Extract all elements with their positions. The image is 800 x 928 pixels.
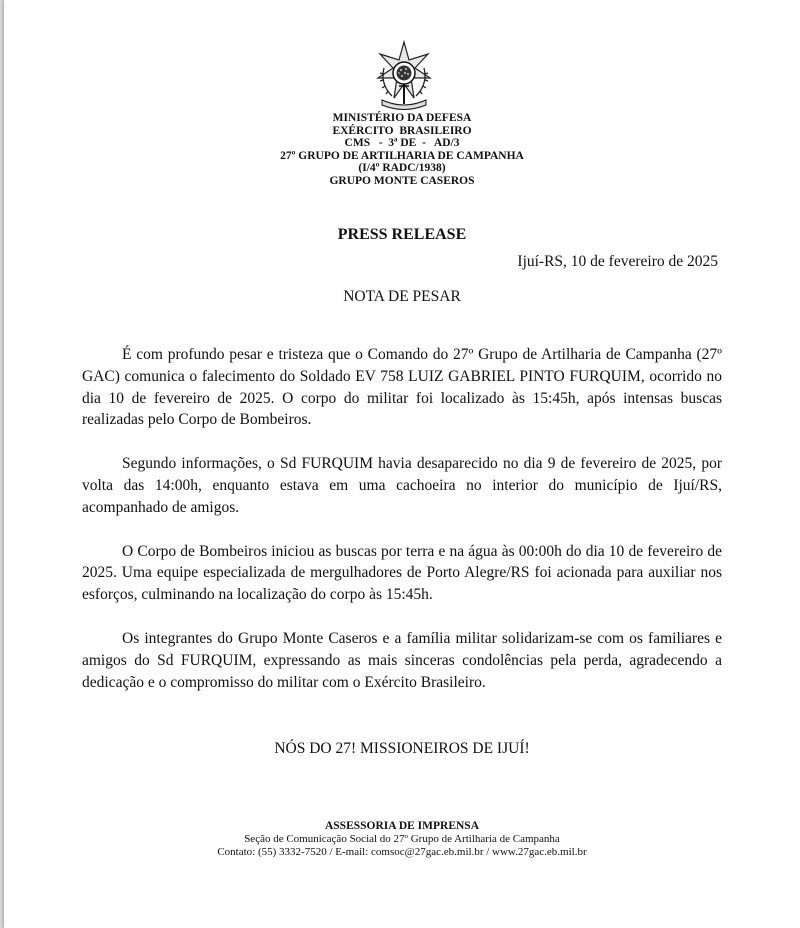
letterhead-line: 27º GRUPO DE ARTILHARIA DE CAMPANHA xyxy=(280,149,524,162)
body-paragraph: Os integrantes do Grupo Monte Caseros e a família militar solidarizam-se com os familiares e amigos do Sd FURQUIM, expressando as mais sinceras condolências pela perda, agradecendo a dedicação e o compromisso do militar com o Exército Brasileiro. xyxy=(82,629,722,691)
body-text xyxy=(82,344,722,715)
letterhead-line: EXÉRCITO BRASILEIRO xyxy=(332,124,472,137)
document-page xyxy=(4,0,800,928)
footer-section: Seção de Comunicação Social do 27º Grupo de Artilharia de Campanha xyxy=(244,833,560,845)
footer-contact: Contato: (55) 3332-7520 / E-mail: comsoc@27gac.eb.mil.br / www.27gac.eb.mil.br xyxy=(217,846,587,858)
document-subtitle: NOTA DE PESAR xyxy=(343,288,461,305)
letterhead-line: MINISTÉRIO DA DEFESA xyxy=(332,112,472,124)
national-coat-of-arms-icon xyxy=(374,40,434,112)
body-paragraph: Segundo informações, o Sd FURQUIM havia desaparecido no dia 9 de fevereiro de 2025, por volta das 14:00h, enquanto estava em uma cachoeira no interior do município de Ijuí/RS, acompanhado de amigos. xyxy=(82,455,722,516)
letterhead-line: CMS - 3ª DE - AD/3 xyxy=(344,137,460,150)
slogan: NÓS DO 27! MISSIONEIROS DE IJUÍ! xyxy=(274,740,530,757)
body-paragraph: É com profundo pesar e tristeza que o Comando do 27º Grupo de Artilharia de Campanha (27º GAC) comunica o falecimento do Soldado EV 758 LUIZ GABRIEL PINTO FURQUIM, ocorrido no dia 10 de fevereiro de 2025. O corpo do militar foi localizado às 15:45h, após intensas buscas realizadas pelo Corpo de Bombeiros. xyxy=(82,346,722,429)
body-paragraph: O Corpo de Bombeiros iniciou as buscas por terra e na água às 00:00h do dia 10 de fevereiro de 2025. Uma equipe especializada de mergulhadores de Porto Alegre/RS foi acionada para auxiliar nos esforços, culminando na localização do corpo às 15:45h. xyxy=(82,542,722,604)
letterhead-line: (I/4º RADC/1938) xyxy=(358,162,446,175)
footer xyxy=(4,820,800,859)
letterhead-line: GRUPO MONTE CASEROS xyxy=(329,174,475,187)
footer-press-office: ASSESSORIA DE IMPRENSA xyxy=(324,820,479,832)
letterhead xyxy=(4,112,800,188)
document-title: PRESS RELEASE xyxy=(337,226,467,243)
place-and-date: Ijuí-RS, 10 de fevereiro de 2025 xyxy=(517,253,718,270)
